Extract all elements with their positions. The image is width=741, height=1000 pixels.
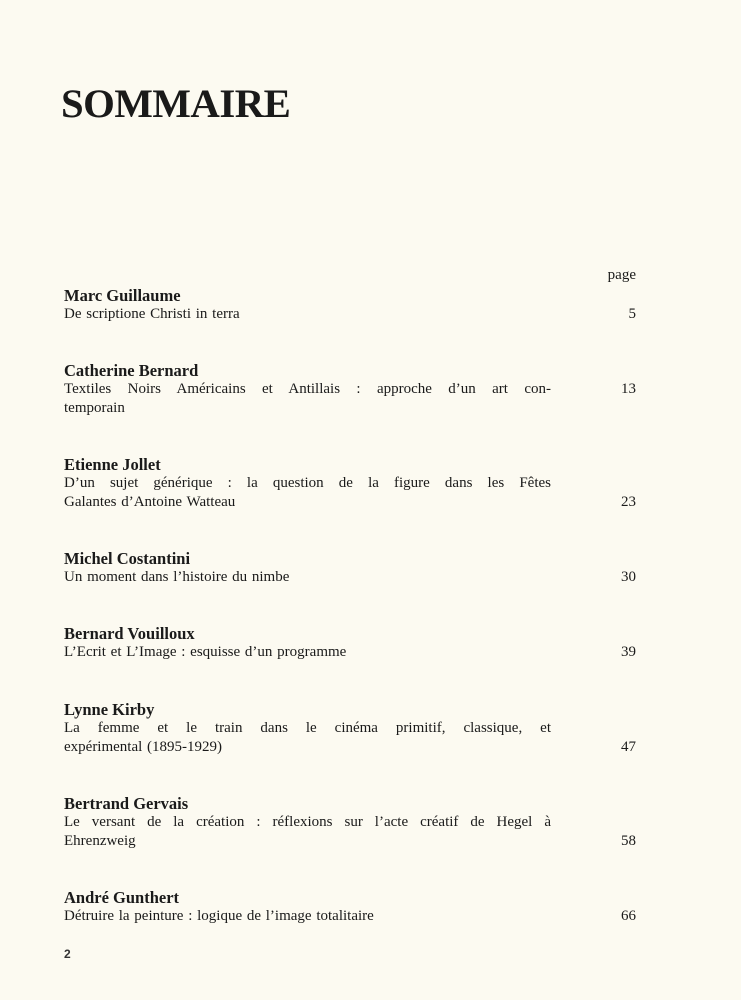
entry-author: Lynne Kirby: [64, 700, 155, 719]
entry-title-line-1: Le versant de la création : réflexions sur l’acte créatif de Hegel à: [64, 814, 551, 830]
toc-entry: [64, 624, 638, 662]
entry-title-line-2: temporain: [64, 400, 125, 416]
entry-title-line-2: expérimental (1895-1929): [64, 739, 223, 755]
entry-author: Etienne Jollet: [64, 455, 161, 474]
entry-page: 5: [628, 306, 636, 322]
page-title: SOMMAIRE: [61, 81, 291, 126]
entry-title-line-1: D’un sujet générique : la question de la figure dans les Fêtes: [64, 475, 551, 491]
entry-author: Catherine Bernard: [64, 361, 199, 380]
entry-page: 13: [621, 381, 636, 397]
entry-title-line-1: La femme et le train dans le cinéma primitif, classique, et: [64, 720, 551, 736]
entry-page: 58: [621, 833, 636, 849]
entry-page: 30: [621, 569, 636, 585]
entry-page: 23: [621, 494, 636, 510]
toc-entry: [64, 549, 638, 587]
toc-entry: [64, 286, 638, 324]
toc-entry: [64, 361, 638, 418]
toc-entry: [64, 455, 638, 512]
entry-title-line-2: Ehrenzweig: [64, 833, 136, 849]
toc-entry: [64, 700, 638, 757]
toc-entry: [64, 794, 638, 851]
page-column-label: page: [607, 267, 636, 283]
entry-author: André Gunthert: [64, 888, 180, 907]
entry-title-line-2: Galantes d’Antoine Watteau: [64, 494, 236, 510]
entry-author: Michel Costantini: [64, 549, 191, 568]
entry-author: Marc Guillaume: [64, 286, 181, 305]
entry-page: 66: [621, 908, 636, 924]
entry-title: De scriptione Christi in terra: [64, 306, 240, 322]
entry-page: 39: [621, 644, 636, 660]
toc-entry: [64, 888, 638, 926]
entry-title-line-1: Textiles Noirs Américains et Antillais : approche d’un art con-: [64, 381, 551, 397]
entry-title: Détruire la peinture : logique de l’image totalitaire: [64, 908, 374, 924]
folio-page-number: 2: [64, 947, 71, 961]
entry-title: Un moment dans l’histoire du nimbe: [64, 569, 290, 585]
entry-title: L’Ecrit et L’Image : esquisse d’un programme: [64, 644, 347, 660]
entry-author: Bertrand Gervais: [64, 794, 189, 813]
entry-author: Bernard Vouilloux: [64, 624, 195, 643]
entry-page: 47: [621, 739, 636, 755]
